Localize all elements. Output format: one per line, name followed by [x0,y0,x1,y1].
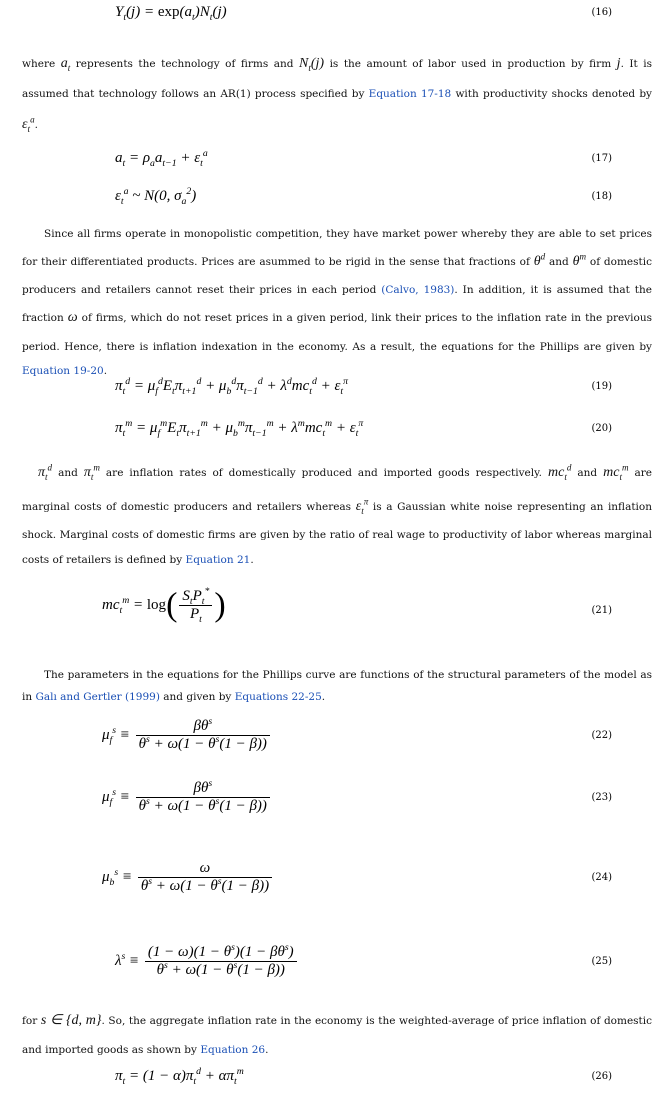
citation-link[interactable]: (Calvo, 1983) [381,284,455,297]
paragraph-inflation-rates: $\pi_t^d$ and $\pi_t^m$ are inflation rates of domestically produced and imported goods respectively. $mc_t^d$ and $mc_t^m$ are marginal costs of domestic producers and retailers whereas $\varepsilon_t^\pi$ is a Gaussian white noise representing an inflation shock. Marginal costs of domestic firms are given by the ratio of real wage to productivity of labor whereas marginal costs of retailers is defined by Equation 21. [22,462,653,567]
equation-number: (24) [591,872,612,883]
paragraph-technology: where $a_t$ represents the technology of firms and $N_t(j)$ is the amount of labor used in production by firm j. It is assumed that technology follows an AR(1) process specified by Equation 17-18 with productivity shocks denoted by $\varepsilon_t^a$. [22,56,653,135]
equation-link[interactable]: Equation 17-18 [368,88,452,100]
equation-link[interactable]: Equation 21 [185,554,251,567]
equation-number: (19) [591,381,612,392]
equation-link[interactable]: Equation 26 [200,1043,266,1056]
equation-number: (23) [591,792,612,803]
equation-number: (26) [591,1071,612,1082]
paragraph-price-rigidity: Since all firms operate in monopolistic competition, they have market power whereby they are able to set prices for their differentiated products. Prices are asummed to be rigid in the sense that fractions of $\theta^d$ and $\theta^m$ of domestic producers and retailers cannot reset their prices in each period (Calvo, 1983). In addition, it is assumed that the fraction ω of firms, which do not reset prices in a given period, link their prices to the inflation rate in the previous period. Hence, there is inflation indexation in the economy. As a result, the equations for the Phillips are given by Equation 19-20. [22,228,652,377]
equation-number: (18) [591,191,612,202]
paper-page: $Y_t(j) = \exp(a_t)N_t(j)$ (16) where $a_t$ represents the technology of firms and $N_t(j)$ is the amount of labor used in production by firm j. It is assumed that technology follows an AR(1) process specified by Equation 17-18 with productivity shocks denoted by $\varepsilon_t^a$. $a_t = \rho_aa_{t-1} + \varepsilon_t^a$ (17) $\varepsilon_t^a$ ~ N(0, $\sigma_a^2$) (18) Since all firms operate in monopolistic competition, they have market power whereby they are able to set prices for their differentiated products. Prices are asummed to be rigid in the sense that fractions of $\theta^d$ and $\theta^m$ of domestic producers and retailers cannot reset their prices in each period (Calvo, 1983). In addition, it is assumed that the fraction ω of firms, which do not reset prices in a given period, link their prices to the inflation rate in the previous period. Hence, there is inflation indexation in the economy. As a result, the equations for the Phillips are given by Equation 19-20. $\pi_t^d = \mu_f^dE_t\pi_{t+1}^d + \mu_b^d\pi_{t-1}^d + \lambda^dmc_t^d + \varepsilon_t^\pi$ (19) $\pi_t^m = \mu_f^mE_t\pi_{t+1}^m + \mu_b^m\pi_{t-1}^m + \lambda^mmc_t^m + \varepsilon_t^\pi$ (20) $\pi_t^d$ and $\pi_t^m$ are inflation rates of domestically produced and imported goods respectively. $mc_t^d$ and $mc_t^m$ are marginal costs of domestic producers and retailers whereas $\varepsilon_t^\pi$ is a Gaussian white noise representing an inflation shock. Marginal costs of domestic firms are given by the ratio of real wage to productivity of labor whereas marginal costs of retailers is defined by Equation 21. $mc_t^m = \log$( $\frac{S_tP_t^*}{P_t}$ ) (21) The parameters in the equations for the Phillips curve are functions of the structural parameters of the model as in Galı and Gertler (1999) and given by Equations 22-25. $\mu_f^s$ ≡ $\frac{\beta\theta^s}{\theta^s + \omega(1 - \theta^s(1 - \beta))}$ (22) $\mu_f^s$ ≡ $\frac{\beta\theta^s}{\theta^s + \omega(1 - \theta^s(1 - \beta))}$ (23) $\mu_b^s$ ≡ $\frac{\omega}{\theta^s + \omega(1 - \theta^s(1 - \beta))}$ (24) $\lambda^s$ ≡ $\frac{(1 - \omega)(1 - \theta^s)(1 - \beta\theta^s)}{\theta^s + \omega(1 - \theta^s(1 - \beta))}$ (25) for s ∈ {d, m}. So, the aggregate inflation rate in the economy is the weighted-average of price inflation of domestic and imported goods as shown by Equation 26. $\pi_t = (1 - \alpha)\pi_t^d + \alpha\pi_t^m$ (26) [22,4,653,1087]
equation-number: (17) [591,153,612,164]
equation-link[interactable]: Equations 22-25 [234,691,322,704]
equation-number: (25) [591,956,612,967]
equation-number: (20) [591,423,612,434]
paragraph-aggregate-inflation: for s ∈ {d, m}. So, the aggregate inflation rate in the economy is the weighted-average of price inflation of domestic and imported goods as shown by Equation 26. [22,1013,653,1056]
paragraph-parameters: The parameters in the equations for the Phillips curve are functions of the structural parameters of the model as in Galı and Gertler (1999) and given by Equations 22-25. [22,669,652,704]
equation-number: (21) [591,605,612,616]
equation-link[interactable]: Equation 19-20 [22,364,104,377]
citation-link[interactable]: Galı and Gertler (1999) [35,691,160,704]
equation-number: (22) [591,730,612,741]
equation-number: (16) [591,7,612,18]
